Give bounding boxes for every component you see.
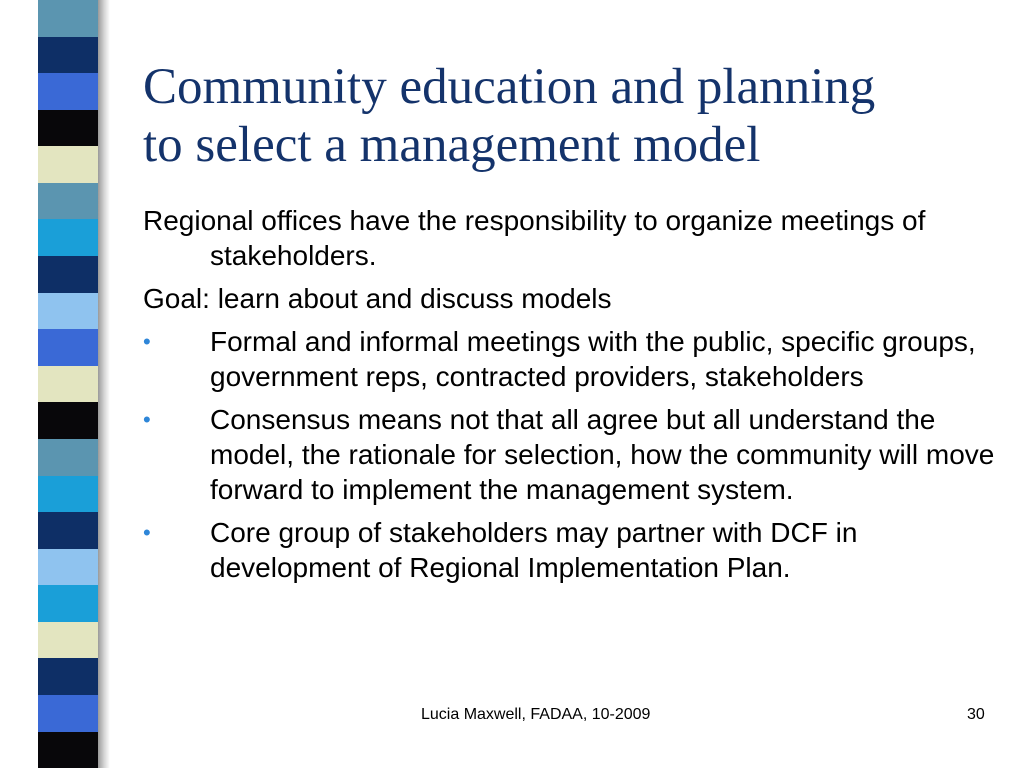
bullet-text: Formal and informal meetings with the public, specific groups, government reps, contracted providers, stakeholders (210, 326, 976, 392)
decorative-stripe-bar (38, 0, 98, 768)
stripe (38, 219, 98, 256)
stripe (38, 732, 98, 768)
stripe (38, 37, 98, 74)
stripe (38, 256, 98, 293)
stripe (38, 402, 98, 439)
stripe (38, 73, 98, 110)
bullet-icon: • (143, 407, 151, 432)
stripe (38, 658, 98, 695)
bullet-icon: • (143, 329, 151, 354)
bullet-text: Consensus means not that all agree but all understand the model, the rationale for selection, how the community will move forward to implement the management system. (210, 404, 995, 505)
body-paragraph: Regional offices have the responsibility to organize meetings of stakeholders. (143, 205, 926, 271)
page-number: 30 (967, 706, 985, 723)
stripe-bar-shadow (98, 0, 110, 768)
stripe (38, 329, 98, 366)
stripe (38, 293, 98, 330)
stripe (38, 585, 98, 622)
stripe (38, 366, 98, 403)
bullet-item (143, 324, 1003, 394)
bullet-icon: • (143, 520, 151, 545)
stripe (38, 0, 98, 37)
stripe (38, 622, 98, 659)
stripe (38, 476, 98, 513)
slide-title: Community education and planning to select a management model (143, 59, 876, 173)
bullet-item (143, 402, 1003, 507)
footer-author: Lucia Maxwell, FADAA, 10-2009 (421, 706, 651, 723)
stripe (38, 549, 98, 586)
body-paragraph: Goal: learn about and discuss models (143, 283, 612, 314)
slide-body (143, 203, 1003, 593)
stripe (38, 695, 98, 732)
stripe (38, 439, 98, 476)
stripe (38, 512, 98, 549)
bullet-text: Core group of stakeholders may partner with DCF in development of Regional Implementation Plan. (210, 517, 858, 583)
bullet-item (143, 515, 1003, 585)
stripe (38, 183, 98, 220)
stripe (38, 110, 98, 147)
stripe (38, 146, 98, 183)
